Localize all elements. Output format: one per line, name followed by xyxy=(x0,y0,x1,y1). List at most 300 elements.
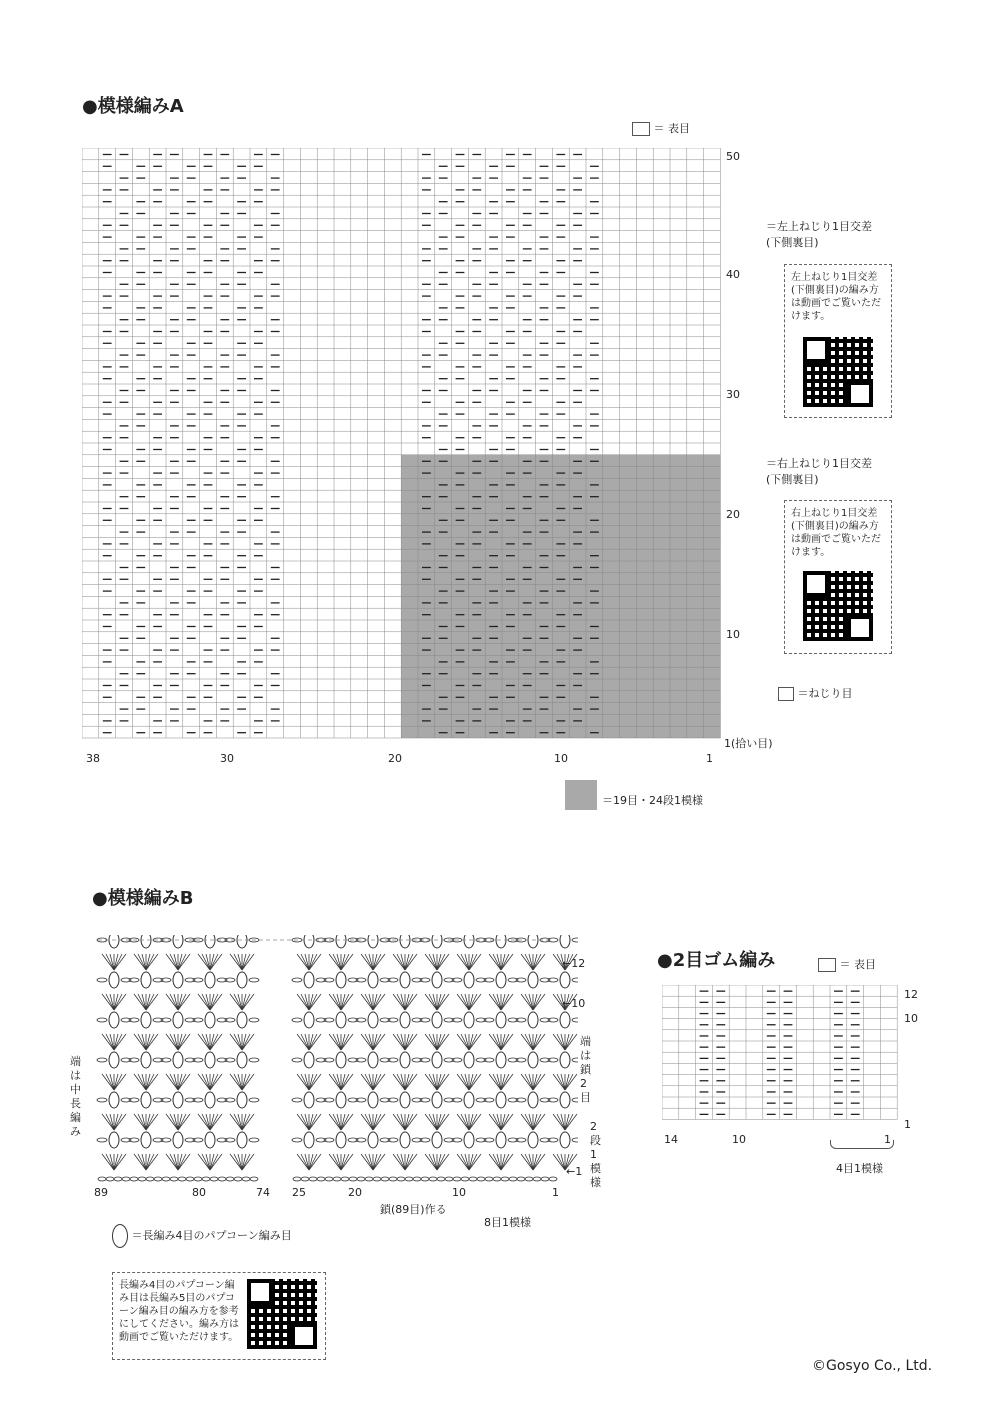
popcorn-stitch xyxy=(400,935,410,948)
right-note: 端は鎖2目 xyxy=(580,1035,591,1104)
legend-twist: ＝ねじり目 xyxy=(778,685,853,701)
foundation-chain xyxy=(493,1177,501,1181)
foundation-chain xyxy=(461,1177,469,1181)
fan-stitch xyxy=(533,994,541,1010)
fan-stitch xyxy=(429,1114,437,1130)
foundation-chain xyxy=(549,1177,557,1181)
popcorn-stitch xyxy=(237,935,247,948)
chain-stitch xyxy=(572,1098,578,1102)
legend-right-cross: ＝右上ねじり1目交差 (下側裏目) xyxy=(766,457,872,486)
fan-stitch xyxy=(234,1074,242,1090)
popcorn-stitch xyxy=(304,1012,314,1028)
foundation-chain xyxy=(405,1177,413,1181)
fan-stitch xyxy=(405,954,413,970)
fan-stitch xyxy=(525,1154,533,1170)
chain-stitch xyxy=(452,978,462,982)
fan-stitch xyxy=(437,994,445,1010)
popcorn-stitch xyxy=(336,1052,346,1068)
fan-stitch xyxy=(429,1154,437,1170)
foundation-chain xyxy=(122,1177,130,1181)
fan-stitch xyxy=(242,1034,250,1050)
fan-stitch xyxy=(301,1114,309,1130)
fan-stitch xyxy=(333,1074,341,1090)
popcorn-stitch xyxy=(205,1052,215,1068)
fan-stitch xyxy=(461,1154,469,1170)
fan-stitch xyxy=(525,954,533,970)
fan-stitch xyxy=(461,1034,469,1050)
popcorn-stitch xyxy=(336,1092,346,1108)
fan-stitch xyxy=(397,1114,405,1130)
chain-stitch xyxy=(249,1018,259,1022)
fan-stitch xyxy=(365,1114,373,1130)
popcorn-stitch xyxy=(141,1132,151,1148)
popcorn-stitch xyxy=(560,972,570,988)
chain-stitch xyxy=(484,1018,494,1022)
fan-stitch xyxy=(365,1034,373,1050)
fan-stitch xyxy=(114,1114,122,1130)
popcorn-stitch xyxy=(528,1012,538,1028)
fan-stitch xyxy=(106,994,114,1010)
foundation-chain xyxy=(114,1177,122,1181)
fan-stitch xyxy=(557,1154,565,1170)
fan-stitch xyxy=(405,1154,413,1170)
fan-stitch xyxy=(242,1154,250,1170)
fan-stitch xyxy=(333,994,341,1010)
chain-stitch xyxy=(572,978,578,982)
chain-stitch xyxy=(388,1058,398,1062)
chain-stitch xyxy=(193,1018,203,1022)
fan-stitch xyxy=(170,1114,178,1130)
fan-stitch xyxy=(210,954,218,970)
foundation-chain xyxy=(202,1177,210,1181)
popcorn-stitch xyxy=(109,1132,119,1148)
chain-stitch xyxy=(97,1098,107,1102)
chain-stitch xyxy=(292,978,302,982)
foundation-chain xyxy=(234,1177,242,1181)
chain-stitch xyxy=(516,1058,526,1062)
fan-stitch xyxy=(146,1074,154,1090)
chain-stitch xyxy=(161,1138,171,1142)
chain-stitch xyxy=(97,978,107,982)
fan-stitch xyxy=(405,994,413,1010)
row-label-30: 30 xyxy=(726,388,740,401)
foundation-chain xyxy=(437,1177,445,1181)
popcorn-stitch xyxy=(400,1052,410,1068)
chain-stitch xyxy=(225,1138,235,1142)
chain-stitch xyxy=(388,1098,398,1102)
fan-stitch xyxy=(525,1074,533,1090)
popcorn-stitch xyxy=(400,972,410,988)
fan-stitch xyxy=(341,994,349,1010)
popcorn-stitch xyxy=(432,1132,442,1148)
fan-stitch xyxy=(178,1074,186,1090)
fan-stitch xyxy=(210,1034,218,1050)
col-b-80: 80 xyxy=(192,1186,206,1199)
popcorn-stitch xyxy=(560,1092,570,1108)
fan-stitch xyxy=(178,954,186,970)
popcorn-stitch xyxy=(496,972,506,988)
fan-stitch xyxy=(341,1114,349,1130)
foundation-chain xyxy=(389,1177,397,1181)
chain-stitch xyxy=(292,1018,302,1022)
copyright: ©Gosyo Co., Ltd. xyxy=(812,1358,933,1374)
popcorn-stitch xyxy=(560,1012,570,1028)
col-c-10: 10 xyxy=(732,1133,746,1146)
fan-stitch xyxy=(333,1154,341,1170)
row-c-1: 1 xyxy=(904,1118,911,1131)
foundation-chain xyxy=(138,1177,146,1181)
popcorn-stitch xyxy=(528,1132,538,1148)
fan-stitch xyxy=(210,1154,218,1170)
fan-stitch xyxy=(405,1034,413,1050)
chart-b-crochet xyxy=(88,935,578,1185)
col-b-74: 74 xyxy=(256,1186,270,1199)
fan-stitch xyxy=(178,1034,186,1050)
fan-stitch xyxy=(202,1154,210,1170)
foundation-chain xyxy=(154,1177,162,1181)
fan-stitch xyxy=(397,1154,405,1170)
foundation-chain xyxy=(533,1177,541,1181)
chain-stitch xyxy=(193,978,203,982)
chain-stitch xyxy=(225,978,235,982)
popcorn-stitch xyxy=(173,972,183,988)
foundation-chain xyxy=(98,1177,106,1181)
fan-stitch xyxy=(106,1034,114,1050)
chart-a-grid xyxy=(82,148,722,748)
col-b-25: 25 xyxy=(292,1186,306,1199)
fan-stitch xyxy=(341,1034,349,1050)
repeat-cols-note: 8目1模様 xyxy=(484,1216,531,1229)
foundation-chain xyxy=(178,1177,186,1181)
col-label-1: 1 xyxy=(706,752,713,765)
fan-stitch xyxy=(437,1114,445,1130)
popcorn-stitch xyxy=(368,1092,378,1108)
fan-stitch xyxy=(565,1034,573,1050)
popcorn-stitch xyxy=(109,1012,119,1028)
qr-code-icon xyxy=(247,1279,317,1349)
popcorn-stitch xyxy=(336,972,346,988)
chain-stitch xyxy=(193,1058,203,1062)
row-b-12: ←12 xyxy=(562,957,586,970)
popcorn-stitch xyxy=(205,935,215,948)
fan-stitch xyxy=(437,1034,445,1050)
popcorn-stitch xyxy=(304,1052,314,1068)
fan-stitch xyxy=(493,1034,501,1050)
chain-stitch xyxy=(161,1018,171,1022)
chain-stitch xyxy=(548,1138,558,1142)
fan-stitch xyxy=(469,1154,477,1170)
fan-stitch xyxy=(461,1114,469,1130)
chain-stitch xyxy=(548,1058,558,1062)
fan-stitch xyxy=(138,1114,146,1130)
fan-stitch xyxy=(178,994,186,1010)
chain-stitch xyxy=(225,1058,235,1062)
fan-stitch xyxy=(493,994,501,1010)
fan-stitch xyxy=(309,954,317,970)
fan-stitch xyxy=(533,954,541,970)
chain-stitch xyxy=(516,1018,526,1022)
popcorn-stitch xyxy=(368,935,378,948)
foundation-chain xyxy=(525,1177,533,1181)
chart-c-grid xyxy=(662,985,898,1121)
fan-stitch xyxy=(202,1034,210,1050)
legend-popcorn: ＝長編み4目のパプコーン編み目 xyxy=(112,1224,292,1248)
fan-stitch xyxy=(341,1074,349,1090)
foundation-chain xyxy=(413,1177,421,1181)
popcorn-stitch xyxy=(173,1092,183,1108)
fan-stitch xyxy=(170,1074,178,1090)
fan-stitch xyxy=(397,1034,405,1050)
popcorn-stitch xyxy=(528,1052,538,1068)
popcorn-stitch xyxy=(141,1052,151,1068)
popcorn-stitch xyxy=(400,1012,410,1028)
chain-stitch xyxy=(193,1138,203,1142)
section-b-title: ●模様編みB xyxy=(92,888,194,909)
row-label-50: 50 xyxy=(726,150,740,163)
col-b-20: 20 xyxy=(348,1186,362,1199)
chain-stitch xyxy=(388,1138,398,1142)
chain-stitch xyxy=(97,1058,107,1062)
foundation-chain xyxy=(210,1177,218,1181)
popcorn-stitch xyxy=(368,1052,378,1068)
chain-stitch xyxy=(388,1018,398,1022)
chain-note: 鎖(89目)作る xyxy=(380,1203,447,1216)
popcorn-stitch xyxy=(336,1132,346,1148)
foundation-chain xyxy=(130,1177,138,1181)
popcorn-stitch xyxy=(237,1132,247,1148)
popcorn-stitch xyxy=(237,1052,247,1068)
fan-stitch xyxy=(114,994,122,1010)
foundation-chain xyxy=(541,1177,549,1181)
chain-stitch xyxy=(225,1018,235,1022)
qr-code-icon xyxy=(803,571,873,641)
chain-stitch xyxy=(161,1058,171,1062)
popcorn-stitch xyxy=(368,1132,378,1148)
col-b-10: 10 xyxy=(452,1186,466,1199)
chain-stitch xyxy=(548,978,558,982)
fan-stitch xyxy=(437,954,445,970)
fan-stitch xyxy=(437,1154,445,1170)
foundation-chain xyxy=(453,1177,461,1181)
fan-stitch xyxy=(242,1074,250,1090)
left-note: 端は中長編み xyxy=(70,1055,81,1138)
fan-stitch xyxy=(429,1074,437,1090)
fan-stitch xyxy=(469,994,477,1010)
qr-box-left-cross: 左上ねじり1目交差(下側裏目)の編み方は動画でご覧いただけます。 xyxy=(784,264,892,418)
fan-stitch xyxy=(557,1034,565,1050)
popcorn-stitch-icon xyxy=(112,1224,128,1248)
repeat-cols-c: 4目1模様 xyxy=(836,1162,883,1175)
popcorn-stitch xyxy=(336,1012,346,1028)
fan-stitch xyxy=(501,954,509,970)
fan-stitch xyxy=(461,1074,469,1090)
popcorn-stitch xyxy=(336,935,346,948)
popcorn-stitch xyxy=(464,1052,474,1068)
popcorn-stitch xyxy=(173,935,183,948)
fan-stitch xyxy=(242,994,250,1010)
fan-stitch xyxy=(373,1114,381,1130)
fan-stitch xyxy=(557,1114,565,1130)
fan-stitch xyxy=(138,1074,146,1090)
chain-stitch xyxy=(420,1058,430,1062)
fan-stitch xyxy=(493,954,501,970)
foundation-chain xyxy=(365,1177,373,1181)
chain-stitch xyxy=(324,1098,334,1102)
fan-stitch xyxy=(565,1074,573,1090)
foundation-chain xyxy=(242,1177,250,1181)
popcorn-stitch xyxy=(205,1012,215,1028)
chain-stitch xyxy=(484,1138,494,1142)
fan-stitch xyxy=(365,1074,373,1090)
chain-stitch xyxy=(548,1018,558,1022)
col-label-20: 20 xyxy=(388,752,402,765)
popcorn-stitch xyxy=(464,1012,474,1028)
row-label-10: 10 xyxy=(726,628,740,641)
fan-stitch xyxy=(234,954,242,970)
chain-stitch xyxy=(420,1138,430,1142)
popcorn-stitch xyxy=(400,1092,410,1108)
chain-stitch xyxy=(356,1138,366,1142)
chain-stitch xyxy=(420,1018,430,1022)
fan-stitch xyxy=(309,1114,317,1130)
chain-stitch xyxy=(420,978,430,982)
popcorn-stitch xyxy=(464,1092,474,1108)
fan-stitch xyxy=(469,1034,477,1050)
chain-stitch xyxy=(484,1058,494,1062)
chain-stitch xyxy=(129,1098,139,1102)
chain-stitch xyxy=(356,1018,366,1022)
foundation-chain xyxy=(349,1177,357,1181)
fan-stitch xyxy=(106,954,114,970)
fan-stitch xyxy=(242,1114,250,1130)
popcorn-stitch xyxy=(464,935,474,948)
foundation-chain xyxy=(445,1177,453,1181)
fan-stitch xyxy=(341,954,349,970)
foundation-chain xyxy=(333,1177,341,1181)
row-c-10: 10 xyxy=(904,1012,918,1025)
col-b-1: 1 xyxy=(552,1186,559,1199)
fan-stitch xyxy=(525,1114,533,1130)
foundation-chain xyxy=(162,1177,170,1181)
chain-stitch xyxy=(324,978,334,982)
fan-stitch xyxy=(178,1114,186,1130)
chain-stitch xyxy=(420,1098,430,1102)
popcorn-stitch xyxy=(432,972,442,988)
fan-stitch xyxy=(397,1074,405,1090)
fan-stitch xyxy=(309,994,317,1010)
popcorn-stitch xyxy=(368,1012,378,1028)
fan-stitch xyxy=(461,994,469,1010)
popcorn-stitch xyxy=(205,972,215,988)
chain-stitch xyxy=(452,1138,462,1142)
fan-stitch xyxy=(469,954,477,970)
fan-stitch xyxy=(210,1114,218,1130)
fan-stitch xyxy=(170,994,178,1010)
chain-stitch xyxy=(356,978,366,982)
chain-stitch xyxy=(516,1138,526,1142)
popcorn-stitch xyxy=(109,1092,119,1108)
row-label-1: 1(拾い目) xyxy=(724,737,773,750)
chain-stitch xyxy=(292,1058,302,1062)
chain-stitch xyxy=(129,978,139,982)
chain-stitch xyxy=(129,1138,139,1142)
fan-stitch xyxy=(493,1114,501,1130)
chain-stitch xyxy=(572,1058,578,1062)
popcorn-stitch xyxy=(432,1092,442,1108)
fan-stitch xyxy=(114,954,122,970)
fan-stitch xyxy=(469,1114,477,1130)
foundation-chain xyxy=(477,1177,485,1181)
section-c-legend-knit: ＝ 表目 xyxy=(818,956,876,972)
fan-stitch xyxy=(106,1074,114,1090)
fan-stitch xyxy=(533,1154,541,1170)
foundation-chain xyxy=(301,1177,309,1181)
fan-stitch xyxy=(365,954,373,970)
fan-stitch xyxy=(170,954,178,970)
fan-stitch xyxy=(301,954,309,970)
fan-stitch xyxy=(114,1074,122,1090)
foundation-chain xyxy=(509,1177,517,1181)
chain-stitch xyxy=(225,1098,235,1102)
fan-stitch xyxy=(373,1034,381,1050)
fan-stitch xyxy=(501,1034,509,1050)
fan-stitch xyxy=(533,1034,541,1050)
foundation-chain xyxy=(194,1177,202,1181)
fan-stitch xyxy=(202,954,210,970)
chain-stitch xyxy=(249,1058,259,1062)
fan-stitch xyxy=(341,1154,349,1170)
popcorn-stitch xyxy=(237,972,247,988)
fan-stitch xyxy=(234,1114,242,1130)
qr-box-right-cross: 右上ねじり1目交差(下側裏目)の編み方は動画でご覧いただけます。 xyxy=(784,500,892,654)
fan-stitch xyxy=(202,1074,210,1090)
fan-stitch xyxy=(309,1034,317,1050)
col-label-30: 30 xyxy=(220,752,234,765)
fan-stitch xyxy=(557,1074,565,1090)
chain-stitch xyxy=(324,1018,334,1022)
fan-stitch xyxy=(429,994,437,1010)
fan-stitch xyxy=(301,1074,309,1090)
popcorn-stitch xyxy=(432,1012,442,1028)
chain-stitch xyxy=(129,1018,139,1022)
fan-stitch xyxy=(437,1074,445,1090)
chain-stitch xyxy=(452,1058,462,1062)
foundation-chain xyxy=(146,1177,154,1181)
fan-stitch xyxy=(533,1114,541,1130)
qr-box-popcorn: 長編み4目のパプコーン編み目は長編み5目のパプコーン編み目の編み方を参考にしてください。編み方は動画でご覧いただけます。 xyxy=(112,1272,326,1360)
popcorn-stitch xyxy=(237,1012,247,1028)
popcorn-stitch xyxy=(141,972,151,988)
row-b-10: ←10 xyxy=(562,997,586,1010)
fan-stitch xyxy=(146,1154,154,1170)
popcorn-stitch xyxy=(368,972,378,988)
fan-stitch xyxy=(114,1034,122,1050)
fan-stitch xyxy=(234,1034,242,1050)
foundation-chain xyxy=(293,1177,301,1181)
fan-stitch xyxy=(138,1154,146,1170)
popcorn-stitch xyxy=(304,972,314,988)
fan-stitch xyxy=(309,1154,317,1170)
fan-stitch xyxy=(170,1154,178,1170)
blank-cell-icon xyxy=(632,122,650,136)
popcorn-stitch xyxy=(173,1132,183,1148)
fan-stitch xyxy=(301,1154,309,1170)
fan-stitch xyxy=(210,1074,218,1090)
fan-stitch xyxy=(373,994,381,1010)
fan-stitch xyxy=(405,1074,413,1090)
chain-stitch xyxy=(548,1098,558,1102)
chain-stitch xyxy=(388,978,398,982)
